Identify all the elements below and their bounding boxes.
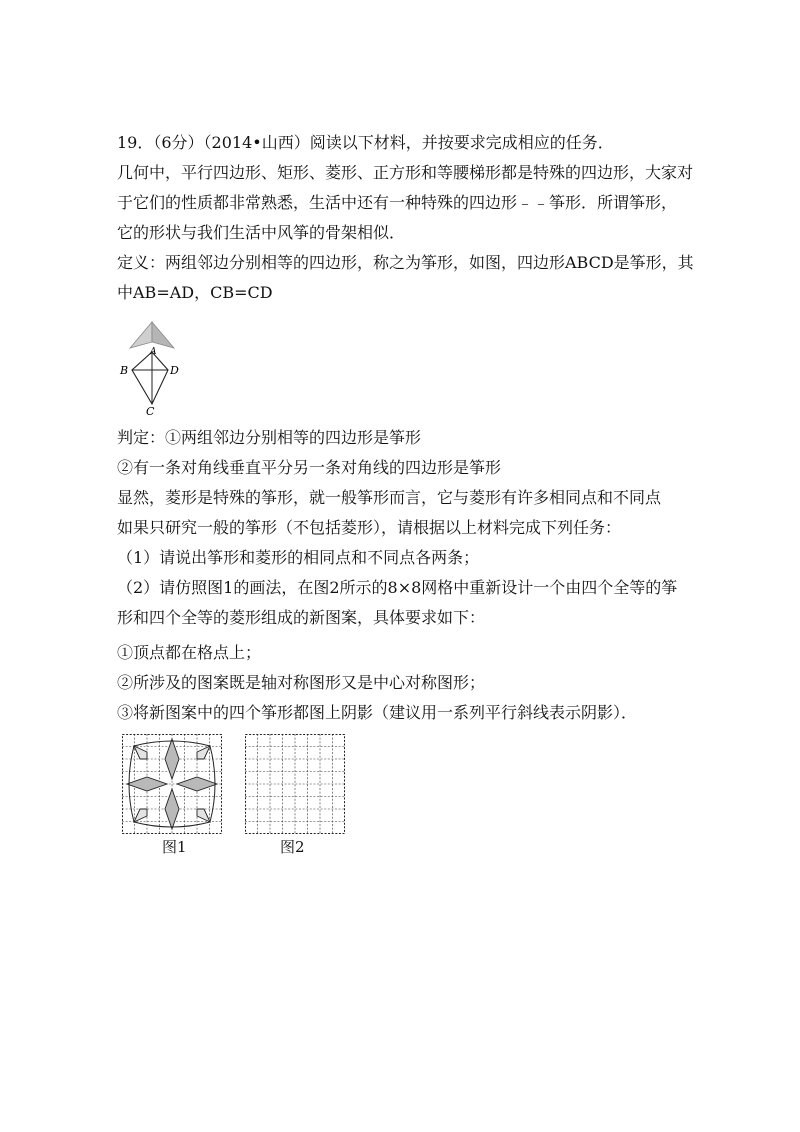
criterion-line: 判定：①两组邻边分别相等的四边形是筝形 [117,428,422,447]
kite-figure [112,318,192,418]
figure-1-rhombus-br [197,809,210,822]
kite-label-c: C [146,405,155,418]
figure-2-caption: 图2 [280,838,305,856]
figure-1-rhombus-tl [134,746,147,759]
kite-sail-left [130,322,152,348]
figure-1-caption: 图1 [162,838,187,856]
figure-1-kite-left [127,777,167,791]
task-line: （1）请说出筝形和菱形的相同点和不同点各两条； [117,548,480,567]
requirement-line: ③将新图案中的四个筝形都图上阴影（建议用一系列平行斜线表示阴影）． [117,703,638,722]
definition-line: 中AB=AD，CB=CD [117,283,273,302]
figure-1-rhombus-tr [197,746,210,759]
figure-1-rhombus-bl [134,809,147,822]
problem-header: 19．（6分）（2014•山西）阅读以下材料，并按要求完成相应的任务． [117,133,614,152]
figure-1-grid [122,734,222,834]
kite-label-b: B [120,364,129,377]
requirement-line: ①顶点都在格点上； [117,643,262,662]
kite-quadrilateral [132,352,168,404]
definition-line: 定义：两组邻边分别相等的四边形，称之为筝形，如图，四边形ABCD是筝形，其 [117,253,694,272]
figure-2-grid [245,734,345,834]
figure-1-kite-right [177,777,217,791]
paragraph-line: 几何中，平行四边形、矩形、菱形、正方形和等腰梯形都是特殊的四边形，大家对 [117,163,694,182]
figure-1-kite-top [165,739,179,779]
paragraph-line: 如果只研究一般的筝形（不包括菱形），请根据以上材料完成下列任务： [117,518,622,537]
paragraph-line: 显然，菱形是特殊的筝形，就一般筝形而言，它与菱形有许多相同点和不同点 [117,488,662,507]
paragraph-line: 于它们的性质都非常熟悉，生活中还有一种特殊的四边形﹣﹣筝形．所谓筝形， [117,193,678,212]
figure-1-kite-bottom [165,789,179,829]
kite-sail-right [152,322,174,348]
paragraph-line: 它的形状与我们生活中风筝的骨架相似． [117,223,406,242]
kite-label-a: A [150,347,157,357]
criterion-line: ②有一条对角线垂直平分另一条对角线的四边形是筝形 [117,458,502,477]
task-line: 形和四个全等的菱形组成的新图案，具体要求如下： [117,608,486,627]
task-line: （2）请仿照图1的画法，在图2所示的8×8网格中重新设计一个由四个全等的筝 [117,578,678,597]
figure-2-gridlines [245,734,345,834]
kite-label-d: D [170,364,179,377]
requirement-line: ②所涉及的图案既是轴对称图形又是中心对称图形； [117,673,486,692]
